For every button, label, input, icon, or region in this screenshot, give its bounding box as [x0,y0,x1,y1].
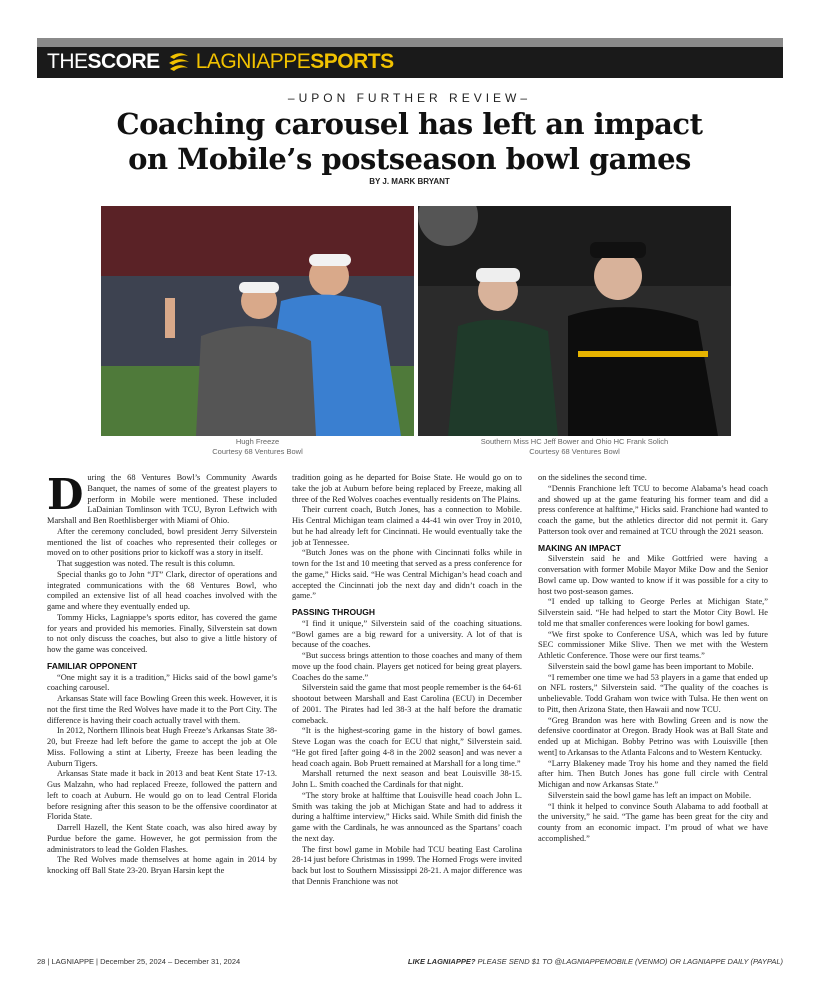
paragraph: Silverstein said the game that most people remember is the 64-61 shootout between Marshall and East Carolina (ECU) in December of 2001. The Pirates had led 38-3 at the half before the dramatic comeback. [292,683,522,725]
paragraph: Tommy Hicks, Lagniappe’s sports editor, has covered the game for years and provided his memories. Finally, Silverstein sat down to not only discuss the coaches, but also to give a little history of how the game was conceived. [47,612,277,654]
brand-the: THE [47,50,88,73]
paragraph: Their current coach, Butch Jones, has a connection to Mobile. His Central Michigan team claimed a 44-41 win over Troy in 2010, but he had already left for Cincinnati. He would eventually take the job at Tennessee. [292,505,522,547]
drop-cap: D [47,470,84,519]
brand-lagniappe: LAGNIAPPE [195,50,311,73]
footer-donation-text: PLEASE SEND $1 TO @LAGNIAPPEMOBILE (VENMO) OR LAGNIAPPE DAILY (PAYPAL) [475,957,783,966]
section-heading: FAMILIAR OPPONENT [47,660,138,671]
paragraph: “The story broke at halftime that Louisville head coach John L. Smith was taking the job at Michigan State and had to address it during a halftime interview,” Hicks said. While Smith did finish the game with the Cardinals, he was announced as the Spartans’ coach the next day. [292,790,522,843]
photo-bower-solich [418,206,731,436]
paragraph: uring the 68 Ventures Bowl’s Community Awards Banquet, the names of some of the greatest players to perform in Mobile were mentioned. These included LaDainian Tomlinson with TCU, Byron Leftwich with Marshall and Ben Roethlisberger with Miami of Ohio. [47,473,277,525]
paragraph: The first bowl game in Mobile had TCU beating East Carolina 28-14 just before Christmas in 1999. The Horned Frogs were invited back but lost to Southern Mississippi 28-21. A major difference was that Dennis Franchione was not [292,844,522,886]
caption-right-names: Southern Miss HC Jeff Bower and Ohio HC Frank Solich [480,437,669,446]
headline-line-1: Coaching carousel has left an impact [116,107,703,141]
section-brand [47,48,394,76]
paragraph: That suggestion was noted. The result is this column. [57,559,236,568]
photo-bower-solich-image [418,206,731,436]
article-byline: BY J. MARK BRYANT [369,177,450,186]
paragraph: After the ceremony concluded, bowl president Jerry Silverstein mentioned the list of coaches who represented their colleges or moved on to other positions prior to kickoff was a story in itself. [47,526,277,558]
paragraph: “Dennis Franchione left TCU to become Alabama’s head coach and showed up at the game featuring his former team and did a press conference at halftime,” Hicks said. Franchione had wanted to coach the game, but the athletics director did not permit it. Gary Patterson took over and remained at TCU through the 2021 season. [538,483,768,536]
paragraph: Silverstein said the bowl game has been important to Mobile. [548,661,754,671]
article-column-1 [47,470,277,877]
photo-caption-left [101,437,414,457]
photo-hugh-freeze [101,206,414,436]
paragraph: Silverstein said he and Mike Gottfried were having a conversation with former Mobile Mayor Mike Dow and the Senior Bowl came up. Dow wanted to know if it was possible for a city to host two post-season games. [538,554,768,596]
paragraph: “I think it helped to convince South Alabama to add football at the university,” he said. “The game has been great for the city and county from an economic impact. I’m proud of what we have accomplished.” [538,801,768,843]
photo-caption-right [418,437,731,457]
paragraph: “But success brings attention to those coaches and many of them move up the food chain. Players get noticed for being great players. Coaches do the same.” [292,651,522,682]
banner-stripe [37,38,783,47]
swirl-logo-icon [166,49,192,75]
headline-line-2: on Mobile’s postseason bowl games [128,142,691,176]
paragraph: Silverstein said the bowl game has left an impact on Mobile. [548,790,752,800]
paragraph: “I remember one time we had 53 players in a game that ended up on NFL rosters,” Silverstein said. “The quality of the coaches is unbelievable. Todd Graham won twice with Tulsa. He then went on to Pitt, then Arizona State, then Hawaii and now TCU. [538,672,768,714]
section-banner [37,38,783,78]
paragraph: Special thanks go to John “JT” Clark, director of operations and integrated communications with the 68 Ventures Bowl, who compiled an extensive list of all head coaches involved with the game and where they eventually ended up. [47,569,277,611]
paragraph: Darrell Hazell, the Kent State coach, was also hired away by Purdue before the game. However, he got permission from the administrators to lead the Golden Flashes. [47,823,277,854]
paragraph: tradition going as he departed for Boise State. He would go on to take the job at Auburn before being replaced by Freeze, making all three of the Red Wolves coaches eventually residents on The Plains. [292,473,522,504]
caption-left-credit: Courtesy 68 Ventures Bowl [212,447,303,456]
brand-score: SCORE [87,50,160,73]
paragraph: on the sidelines the second time. [538,473,647,482]
caption-right-credit: Courtesy 68 Ventures Bowl [529,447,620,456]
footer-donation-note [408,957,783,966]
paragraph: “We first spoke to Conference USA, which was led by future SEC commissioner Mike Slive. Then we met with the Western Athletic Conference. Those were our first teams.” [538,629,768,660]
paragraph: “It is the highest-scoring game in the history of bowl games. Steve Logan was the coach for ECU that night,” Silverstein said. “He got fired [after going 4-8 in the 2002 season] and was never a head coach again. Bob Pruett remained at Marshall for a long time.” [292,726,522,768]
article-kicker: –UPON FURTHER REVIEW– [287,91,532,105]
paragraph: The Red Wolves made themselves at home again in 2014 by knocking off Ball State 23-20. Bryan Harsin kept the [47,855,277,875]
paragraph: “I find it unique,” Silverstein said of the coaching situations. “Bowl games are a big reward for a university. A lot of that is because of the coaches. [292,618,522,650]
paragraph: “Butch Jones was on the phone with Cincinnati folks while in town for the 1st and 10 meeting that served as a press conference for the game,” Hicks said. “He was Central Michigan’s head coach and accepted the Cincinnati job the next day and didn’t coach in the game.” [292,548,522,601]
paragraph: Arkansas State will face Bowling Green this week. However, it is not the first time the Red Wolves have made it to the Port City. The difference is having their coach actually travel with them. [47,694,277,725]
caption-left-name: Hugh Freeze [235,437,280,446]
paragraph: “Greg Brandon was here with Bowling Green and is now the defensive coordinator at Oregon. Brady Hook was at Ball State and ended up at Michigan. Bobby Petrino was with Louisville [then went] to Arkansas to the Atlanta Falcons and to Western Kentucky. [538,715,768,757]
paragraph: “One might say it is a tradition,” Hicks said of the bowl game’s coaching carousel. [47,672,277,693]
footer-donation-lead: LIKE LAGNIAPPE? [407,957,476,966]
section-heading: MAKING AN IMPACT [538,542,622,553]
brand-sports: SPORTS [310,50,394,73]
footer-folio: 28 | LAGNIAPPE | December 25, 2024 – December 31, 2024 [37,957,241,966]
section-heading: PASSING THROUGH [292,607,375,617]
paragraph: “Larry Blakeney made Troy his home and they named the field after him. Then Butch Jones has gone full circle with Central Michigan and now Arkansas State.” [538,758,768,789]
paragraph: Arkansas State made it back in 2013 and beat Kent State 17-13. Gus Malzahn, who had replaced Freeze, followed the pattern and left to coach at Auburn. He would go on to lead Central Florida before resigning after this season to be the offensive coordinator at Florida State. [47,769,277,822]
paragraph: Marshall returned the next season and beat Louisville 38-15. John L. Smith coached the Cardinals for that night. [292,769,522,789]
paragraph: “I ended up talking to George Perles at Michigan State,” Silverstein said. “He had helped to start the Motor City Bowl. He told me that smaller conferences were looking for bowl games. [538,597,768,628]
article-column-2 [292,473,522,888]
paragraph: In 2012, Northern Illinois beat Hugh Freeze’s Arkansas State 38-20, but Freeze had left before the game to accept the job at Ole Miss. Following a stint at Liberty, Freeze has been leading the Auburn Tigers. [47,726,277,768]
article-headline [40,107,779,177]
photo-hugh-freeze-image [101,206,414,436]
article-column-3 [538,473,768,845]
